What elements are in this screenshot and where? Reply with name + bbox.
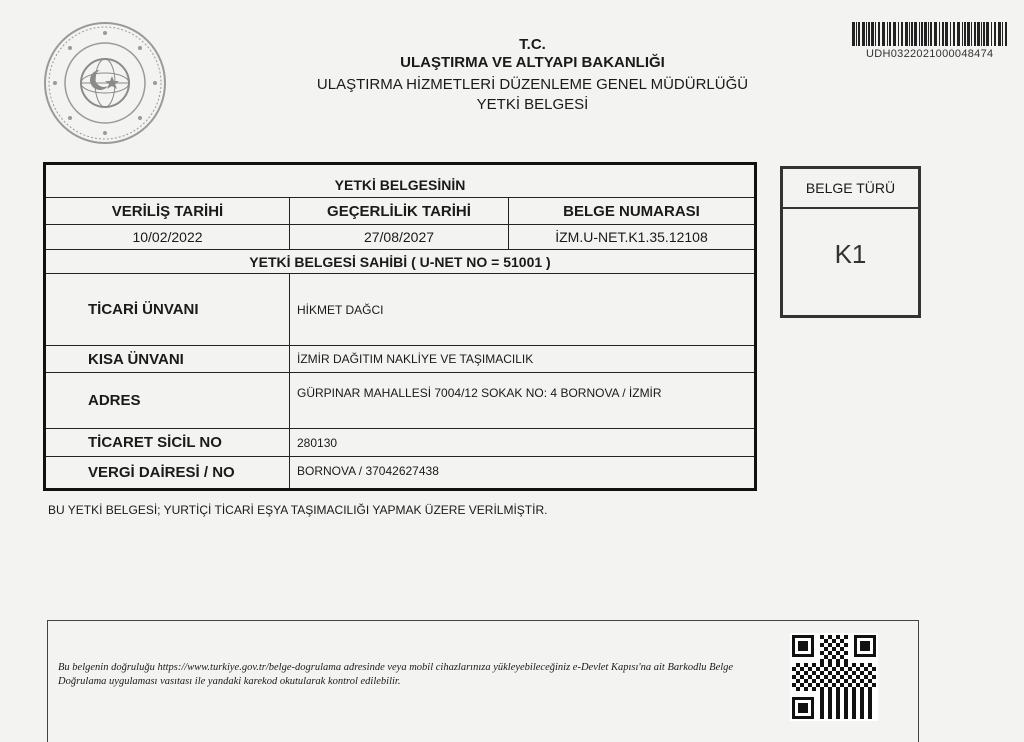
document-number-label: BELGE NUMARASI [563, 202, 700, 220]
verification-footer [47, 620, 919, 742]
document-type-value: K1 [834, 239, 867, 269]
barcode-number: UDH0322021000048474 [866, 48, 994, 60]
tax-office-value: BORNOVA / 37042627438 [297, 464, 439, 478]
tax-office-label: VERGİ DAİRESİ / NO [88, 464, 235, 481]
section-title: YETKİ BELGESİNİN [334, 177, 466, 193]
validity-date-label: GEÇERLİLİK TARİHİ [327, 202, 471, 220]
short-name-value: İZMİR DAĞITIM NAKLİYE VE TAŞIMACILIK [297, 352, 534, 366]
issue-date-label: VERİLİŞ TARİHİ [111, 202, 224, 220]
document-type-label: BELGE TÜRÜ [783, 169, 918, 209]
verification-text: Bu belgenin doğruluğu https://www.turkiye.gov.tr/belge-dogrulama adresinde veya mobil cihazlarınıza yükleyebileceğiniz e-Devlet Kapısı'na ait Barkodlu Belge Doğrulama uygulaması vasıtası ile yandaki karekod okutularak kontrol edilebilir. [58, 662, 734, 687]
document-number-value: İZM.U-NET.K1.35.12108 [555, 229, 708, 245]
header-directorate: ULAŞTIRMA HİZMETLERİ DÜZENLEME GENEL MÜDÜRLÜĞÜ [316, 76, 749, 93]
validity-date-value: 27/08/2027 [363, 229, 435, 245]
qr-code-icon[interactable] [790, 633, 878, 721]
ministry-seal-icon [42, 20, 168, 146]
document-type-box [780, 166, 921, 318]
document-title: YETKİ BELGESİ [476, 96, 589, 113]
header-republic: T.C. [519, 36, 546, 53]
issue-date-value: 10/02/2022 [132, 229, 203, 245]
address-label: ADRES [88, 392, 141, 409]
holder-title: YETKİ BELGESİ SAHİBİ ( U-NET NO = 51001 ) [249, 253, 551, 270]
authorization-statement: BU YETKİ BELGESİ; YURTİÇİ TİCARİ EŞYA TAŞIMACILIĞI YAPMAK ÜZERE VERİLMİŞTİR. [48, 503, 548, 517]
certificate-table [43, 162, 757, 491]
short-name-label: KISA ÜNVANI [88, 350, 184, 368]
address-value: GÜRPINAR MAHALLESİ 7004/12 SOKAK NO: 4 BORNOVA / İZMİR [297, 386, 662, 400]
trade-name-value: HİKMET DAĞCI [297, 302, 384, 317]
header-ministry: ULAŞTIRMA VE ALTYAPI BAKANLIĞI [400, 54, 665, 71]
trade-name-label: TİCARİ ÜNVANI [88, 301, 199, 318]
trade-registry-label: TİCARET SİCİL NO [88, 434, 222, 451]
barcode-icon [852, 22, 1008, 46]
trade-registry-value: 280130 [297, 435, 338, 450]
